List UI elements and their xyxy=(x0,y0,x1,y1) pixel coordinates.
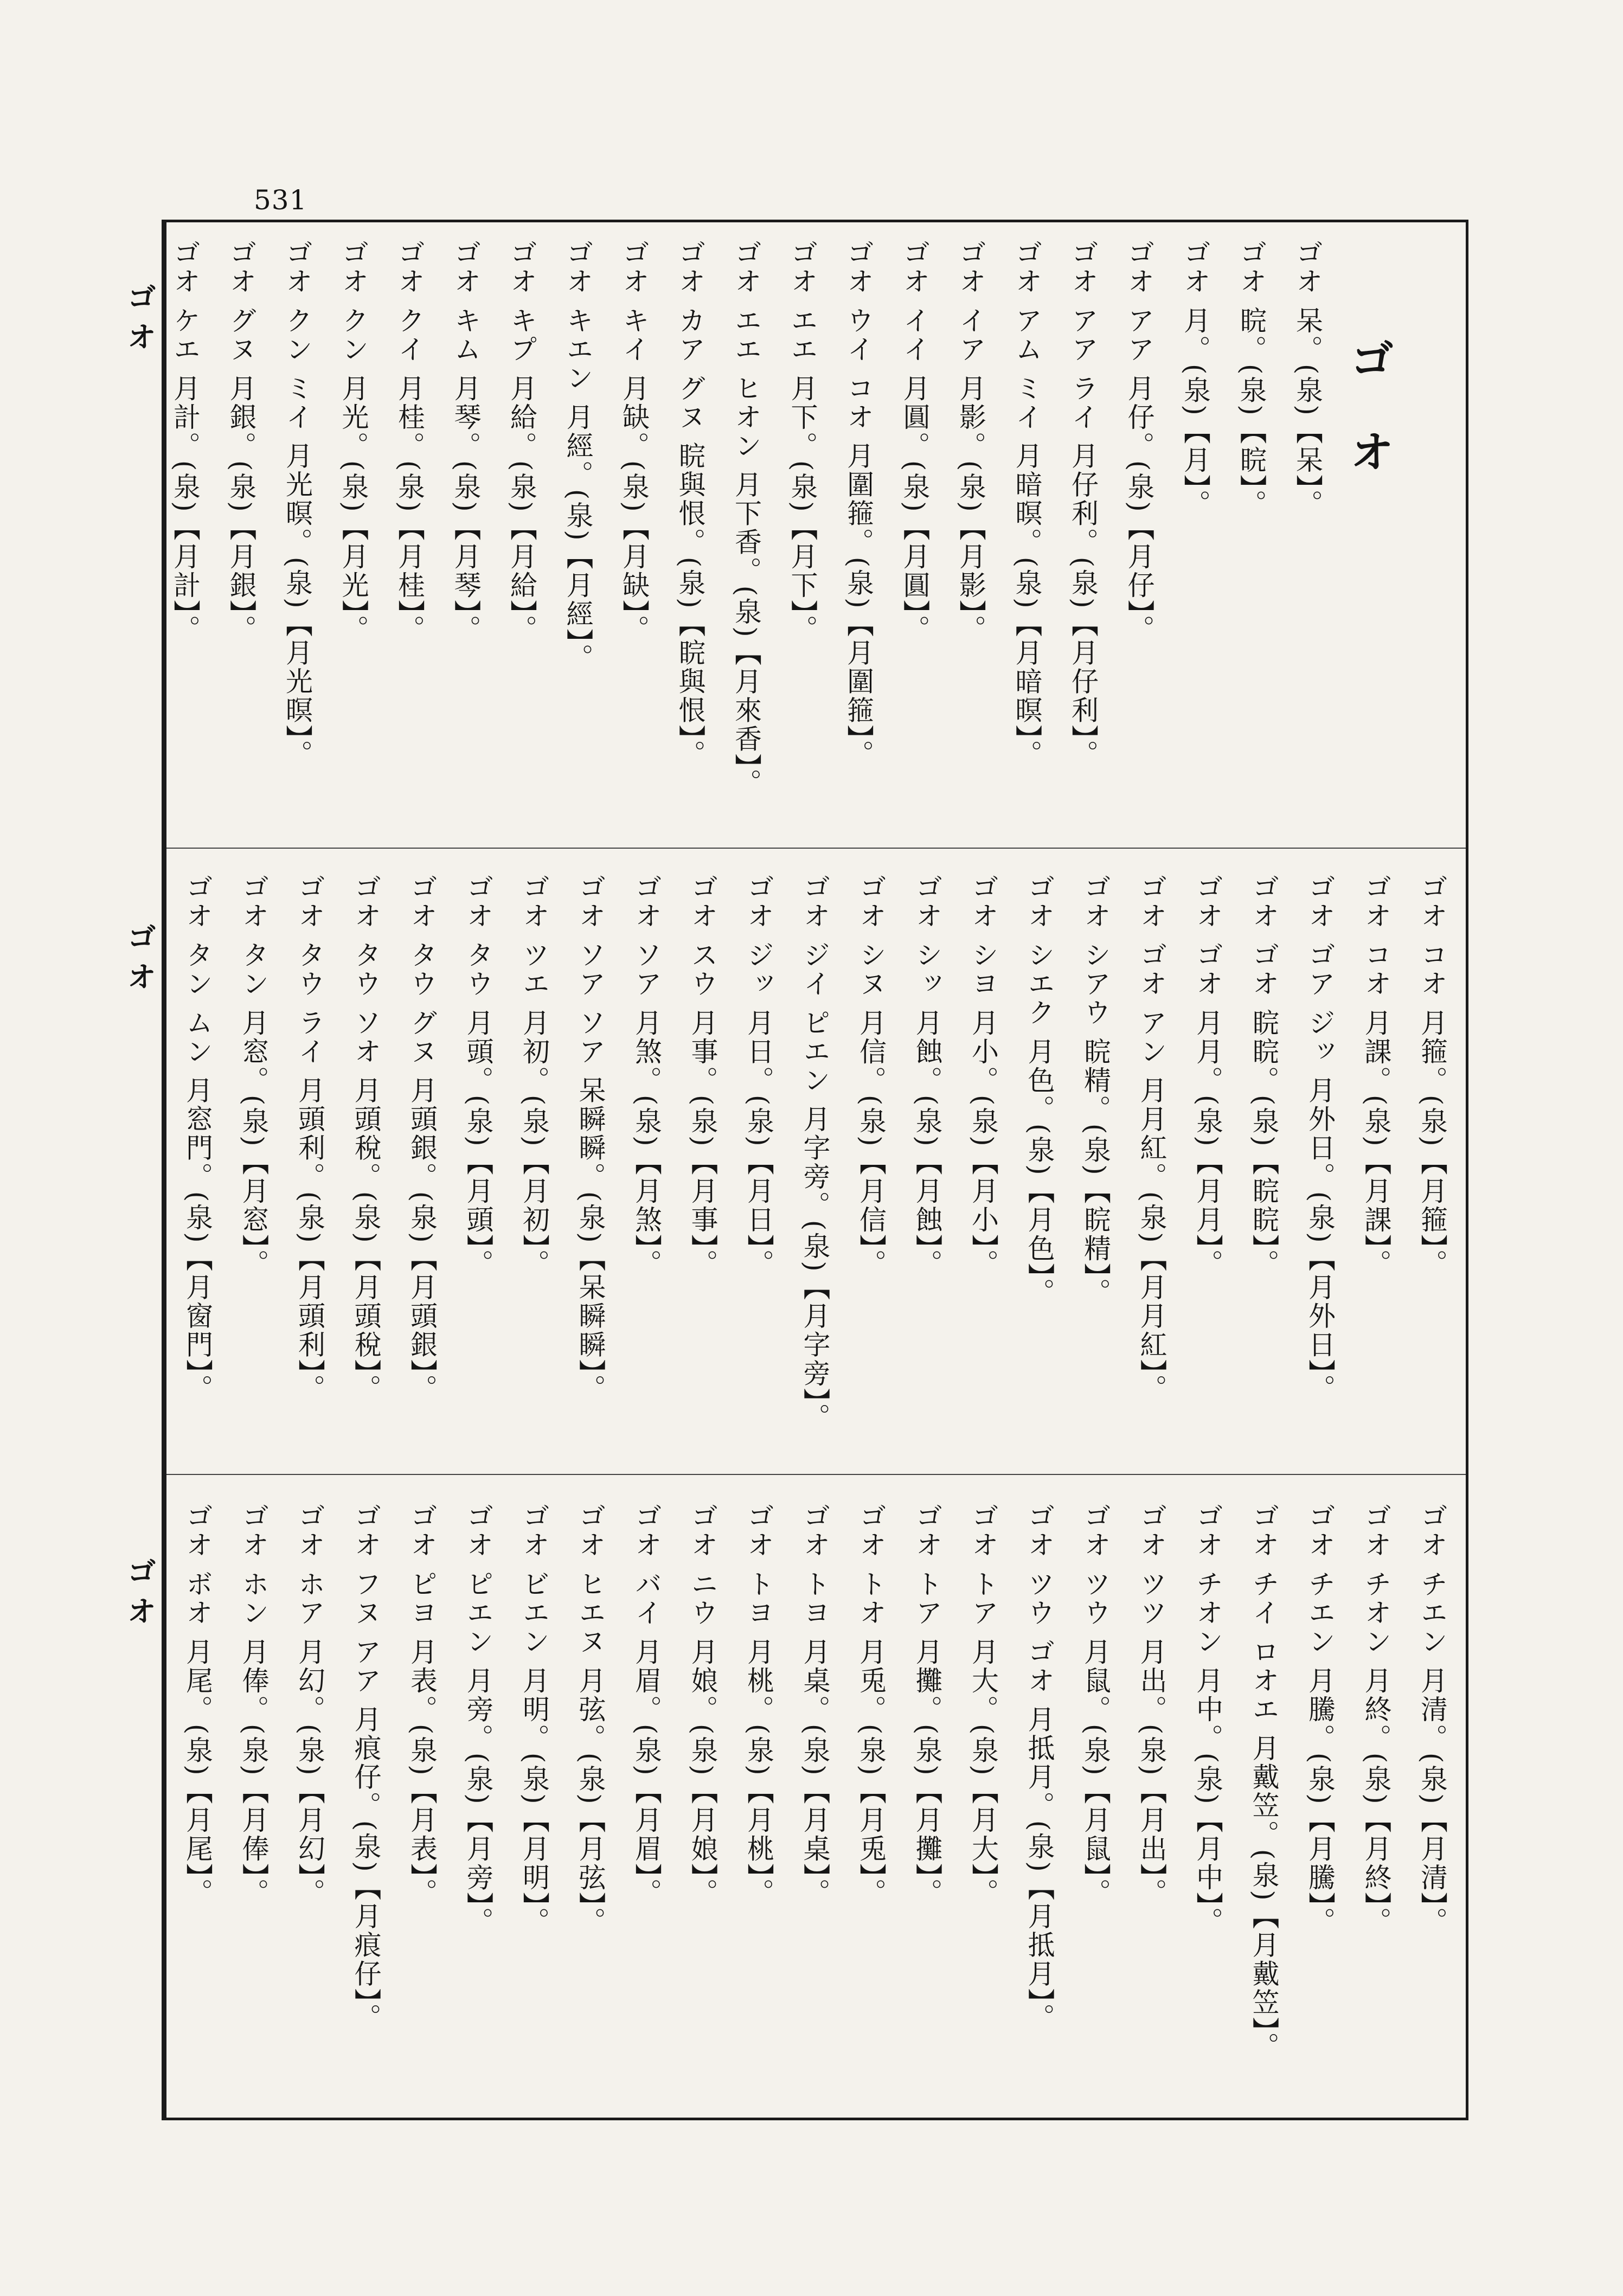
dictionary-entry: ゴオ ジッ 月日。(泉)【月日】。 xyxy=(743,873,774,1278)
side-label-bottom: ゴ オ xyxy=(123,1556,157,1625)
dictionary-entry: ゴオ イイ 月圓。(泉)【月圓】。 xyxy=(899,239,931,644)
section-divider xyxy=(166,848,1466,849)
dictionary-entry: ゴオ シヌ 月信。(泉)【月信】。 xyxy=(855,873,887,1278)
side-label-top: ゴ オ xyxy=(123,282,157,351)
dictionary-entry: ゴオ ピヨ 月表。(泉)【月表】。 xyxy=(406,1502,438,1907)
dictionary-entry: ゴオ キエン 月經。(泉)【月經】。 xyxy=(562,239,594,672)
dictionary-entry: ゴオ タウ 月頭。(泉)【月頭】。 xyxy=(462,873,494,1278)
dictionary-entry: ゴオ カア グヌ 睆與恨。(泉)【睆與恨】。 xyxy=(674,239,706,769)
dictionary-entry: ゴオ ツウ ゴオ 月抵月。(泉)【月抵月】。 xyxy=(1023,1502,1055,2032)
dictionary-entry: ゴオ ジイ ピエン 月字旁。(泉)【月字旁】。 xyxy=(799,873,831,1432)
dictionary-entry: ゴオ ニウ 月娘。(泉)【月娘】。 xyxy=(687,1502,719,1907)
dictionary-entry: ゴオ グヌ 月銀。(泉)【月銀】。 xyxy=(225,239,257,644)
dictionary-entry: ゴオ クン ミイ 月光暝。(泉)【月光暝】。 xyxy=(281,239,313,769)
dictionary-entry: ゴオ キム 月琴。(泉)【月琴】。 xyxy=(450,239,482,644)
dictionary-entry: ゴオ 月。(泉)【月】。 xyxy=(1179,239,1211,518)
dictionary-entry: ゴオ タン ムン 月窓門。(泉)【月窗門】。 xyxy=(182,873,213,1403)
dictionary-entry: ゴオ キイ 月缺。(泉)【月缺】。 xyxy=(618,239,650,644)
dictionary-entry: ゴオ ピエン 月旁。(泉)【月旁】。 xyxy=(462,1502,494,1936)
dictionary-entry: ゴオ コオ 月箍。(泉)【月箍】。 xyxy=(1416,873,1448,1278)
dictionary-entry: ゴオ ツウ 月鼠。(泉)【月鼠】。 xyxy=(1080,1502,1111,1907)
dictionary-entry: ゴオ トヨ 月桌。(泉)【月桌】。 xyxy=(799,1502,831,1907)
dictionary-entry: ゴオ チエン 月清。(泉)【月清】。 xyxy=(1416,1502,1448,1936)
dictionary-entry: ゴオ ケエ 月計。(泉)【月計】。 xyxy=(169,239,201,644)
dictionary-entry: ゴオ タウ ソオ 月頭稅。(泉)【月頭稅】。 xyxy=(350,873,382,1403)
dictionary-entry: ゴオ ゴオ 睆睆。(泉)【睆睆】。 xyxy=(1248,873,1280,1278)
dictionary-entry: ゴオ シアウ 睆精。(泉)【睆精】。 xyxy=(1080,873,1111,1307)
dictionary-entry: ゴオ タウ グヌ 月頭銀。(泉)【月頭銀】。 xyxy=(406,873,438,1403)
dictionary-entry: ゴオ ツエ 月初。(泉)【月初】。 xyxy=(518,873,550,1278)
dictionary-entry: ゴオ チオン 月中。(泉)【月中】。 xyxy=(1192,1502,1223,1936)
dictionary-entry: ゴオ トア 月大。(泉)【月大】。 xyxy=(967,1502,999,1907)
dictionary-entry: ゴオ タウ ライ 月頭利。(泉)【月頭利】。 xyxy=(294,873,325,1403)
dictionary-entry: ゴオ ツツ 月出。(泉)【月出】。 xyxy=(1136,1502,1167,1907)
dictionary-entry: ゴオ スウ 月事。(泉)【月事】。 xyxy=(687,873,719,1278)
dictionary-entry: ゴオ ビエン 月明。(泉)【月明】。 xyxy=(518,1502,550,1936)
dictionary-entry: ゴオ ボオ 月尾。(泉)【月尾】。 xyxy=(182,1502,213,1907)
dictionary-entry: ゴオ ゴオ 月月。(泉)【月月】。 xyxy=(1192,873,1223,1278)
dictionary-entry: ゴオ アア 月仔。(泉)【月仔】。 xyxy=(1123,239,1155,644)
dictionary-entry: ゴオ クイ 月桂。(泉)【月桂】。 xyxy=(394,239,425,644)
dictionary-entry: ゴオ 睆。(泉)【睆】。 xyxy=(1235,239,1267,518)
dictionary-entry: ゴオ ホア 月幻。(泉)【月幻】。 xyxy=(294,1502,325,1907)
dictionary-entry: ゴオ タン 月窓。(泉)【月窓】。 xyxy=(238,873,270,1278)
dictionary-entry: ゴオ ソア 月煞。(泉)【月煞】。 xyxy=(631,873,662,1278)
dictionary-entry: ゴオ ホン 月俸。(泉)【月俸】。 xyxy=(238,1502,270,1907)
dictionary-entry: ゴオ エエ 月下。(泉)【月下】。 xyxy=(786,239,818,644)
section-divider xyxy=(166,1474,1466,1475)
dictionary-entry: ゴオ シヨ 月小。(泉)【月小】。 xyxy=(967,873,999,1278)
dictionary-entry: ゴオ トオ 月兎。(泉)【月兎】。 xyxy=(855,1502,887,1907)
dictionary-entry: ゴオ トア 月攤。(泉)【月攤】。 xyxy=(911,1502,943,1907)
side-label-middle: ゴ オ xyxy=(123,922,157,991)
dictionary-entry: ゴオ コオ 月課。(泉)【月課】。 xyxy=(1360,873,1392,1278)
dictionary-entry: ゴオ エエ ヒオン 月下香。(泉)【月來香】。 xyxy=(730,239,762,798)
dictionary-entry: ゴオ アム ミイ 月暗暝。(泉)【月暗暝】。 xyxy=(1011,239,1043,769)
section-heading: ゴ オ xyxy=(1343,336,1395,490)
dictionary-entry: ゴオ ゴオ アン 月月紅。(泉)【月月紅】。 xyxy=(1136,873,1167,1403)
dictionary-entry: ゴオ アア ライ 月仔利。(泉)【月仔利】。 xyxy=(1067,239,1099,769)
dictionary-entry: ゴオ フヌ アア 月痕仔。(泉)【月痕仔】。 xyxy=(350,1502,382,2032)
dictionary-entry: ゴオ ヒエヌ 月弦。(泉)【月弦】。 xyxy=(574,1502,606,1936)
dictionary-entry: ゴオ チオン 月終。(泉)【月終】。 xyxy=(1360,1502,1392,1936)
dictionary-entry: ゴオ シッ 月蝕。(泉)【月蝕】。 xyxy=(911,873,943,1278)
page-number: 531 xyxy=(254,184,307,216)
dictionary-entry: ゴオ バイ 月眉。(泉)【月眉】。 xyxy=(631,1502,662,1907)
dictionary-entry: ゴオ トヨ 月桃。(泉)【月桃】。 xyxy=(743,1502,774,1907)
dictionary-entry: ゴオ ソア ソア 呆瞬瞬。(泉)【呆瞬瞬】。 xyxy=(574,873,606,1403)
dictionary-entry: ゴオ キプ 月給。(泉)【月給】。 xyxy=(506,239,537,644)
dictionary-entry: ゴオ ゴア ジッ 月外日。(泉)【月外日】。 xyxy=(1304,873,1336,1403)
dictionary-entry: ゴオ 呆。(泉)【呆】。 xyxy=(1292,239,1323,518)
dictionary-entry: ゴオ ウイ コオ 月圍箍。(泉)【月圍箍】。 xyxy=(843,239,874,769)
dictionary-entry: ゴオ イア 月影。(泉)【月影】。 xyxy=(955,239,986,644)
dictionary-entry: ゴオ シエク 月色。(泉)【月色】。 xyxy=(1023,873,1055,1307)
dictionary-entry: ゴオ チエン 月騰。(泉)【月騰】。 xyxy=(1304,1502,1336,1936)
dictionary-entry: ゴオ クン 月光。(泉)【月光】。 xyxy=(337,239,369,644)
dictionary-entry: ゴオ チイ ロオエ 月戴笠。(泉)【月戴笠】。 xyxy=(1248,1502,1280,2061)
